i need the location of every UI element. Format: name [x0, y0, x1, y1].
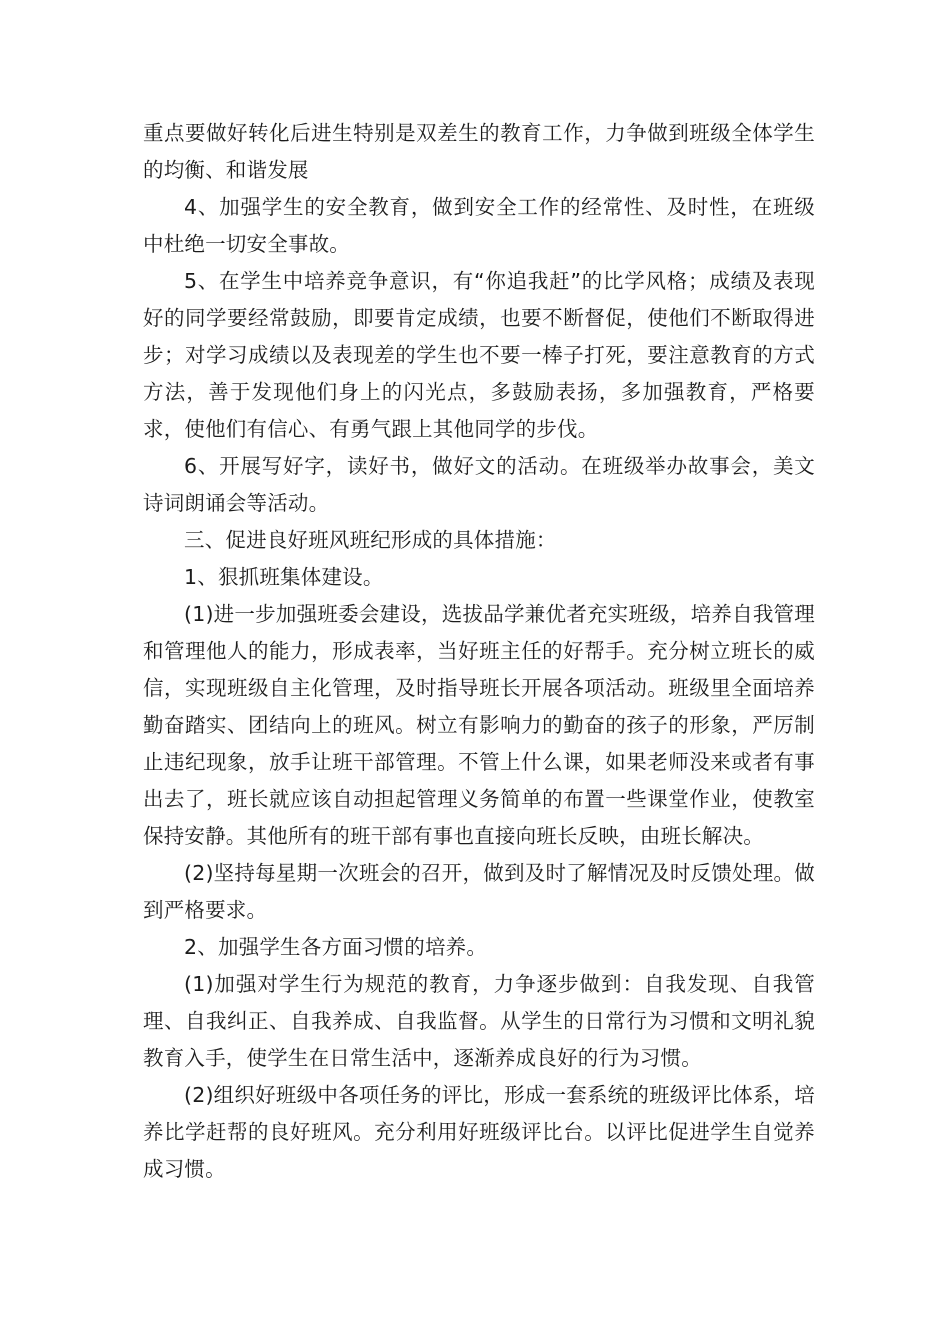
paragraph-4: 6、开展写好字，读好书，做好文的活动。在班级举办故事会，美文诗词朗诵会等活动。 — [143, 454, 815, 515]
paragraph-8: (2)坚持每星期一次班会的召开，做到及时了解情况及时反馈处理。做到严格要求。 — [143, 861, 815, 922]
subheading-2: 2、加强学生各方面习惯的培养。 — [184, 935, 488, 959]
paragraph-1: 重点要做好转化后进生特别是双差生的教育工作，力争做到班级全体学生的均衡、和谐发展 — [143, 121, 815, 182]
document-body — [143, 115, 815, 1188]
paragraph-11: (2)组织好班级中各项任务的评比，形成一套系统的班级评比体系，培养比学赶帮的良好班风。充分利用好班级评比台。以评比促进学生自觉养成习惯。 — [143, 1083, 815, 1181]
paragraph-10: (1)加强对学生行为规范的教育，力争逐步做到：自我发现、自我管理、自我纠正、自我养成、自我监督。从学生的日常行为习惯和文明礼貌教育入手，使学生在日常生活中，逐渐养成良好的行为习惯。 — [143, 972, 815, 1070]
paragraph-7: (1)进一步加强班委会建设，选拔品学兼优者充实班级，培养自我管理和管理他人的能力，形成表率，当好班主任的好帮手。充分树立班长的威信，实现班级自主化管理，及时指导班长开展各项活动。班级里全面培养勤奋踏实、团结向上的班风。树立有影响力的勤奋的孩子的形象，严厉制止违纪现象，放手让班干部管理。不管上什么课，如果老师没来或者有事出去了，班长就应该自动担起管理义务简单的布置一些课堂作业，使教室保持安静。其他所有的班干部有事也直接向班长反映，由班长解决。 — [143, 602, 815, 848]
section-heading-3: 三、促进良好班风班纪形成的具体措施： — [184, 528, 557, 552]
paragraph-2: 4、加强学生的安全教育，做到安全工作的经常性、及时性，在班级中杜绝一切安全事故。 — [143, 195, 815, 256]
subheading-1: 1、狠抓班集体建设。 — [184, 565, 384, 589]
paragraph-3: 5、在学生中培养竞争意识，有“你追我赶”的比学风格；成绩及表现好的同学要经常鼓励，即要肯定成绩，也要不断督促，使他们不断取得进步；对学习成绩以及表现差的学生也不要一棒子打死，要注意教育的方式方法，善于发现他们身上的闪光点，多鼓励表扬，多加强教育，严格要求，使他们有信心、有勇气跟上其他同学的步伐。 — [143, 269, 815, 441]
